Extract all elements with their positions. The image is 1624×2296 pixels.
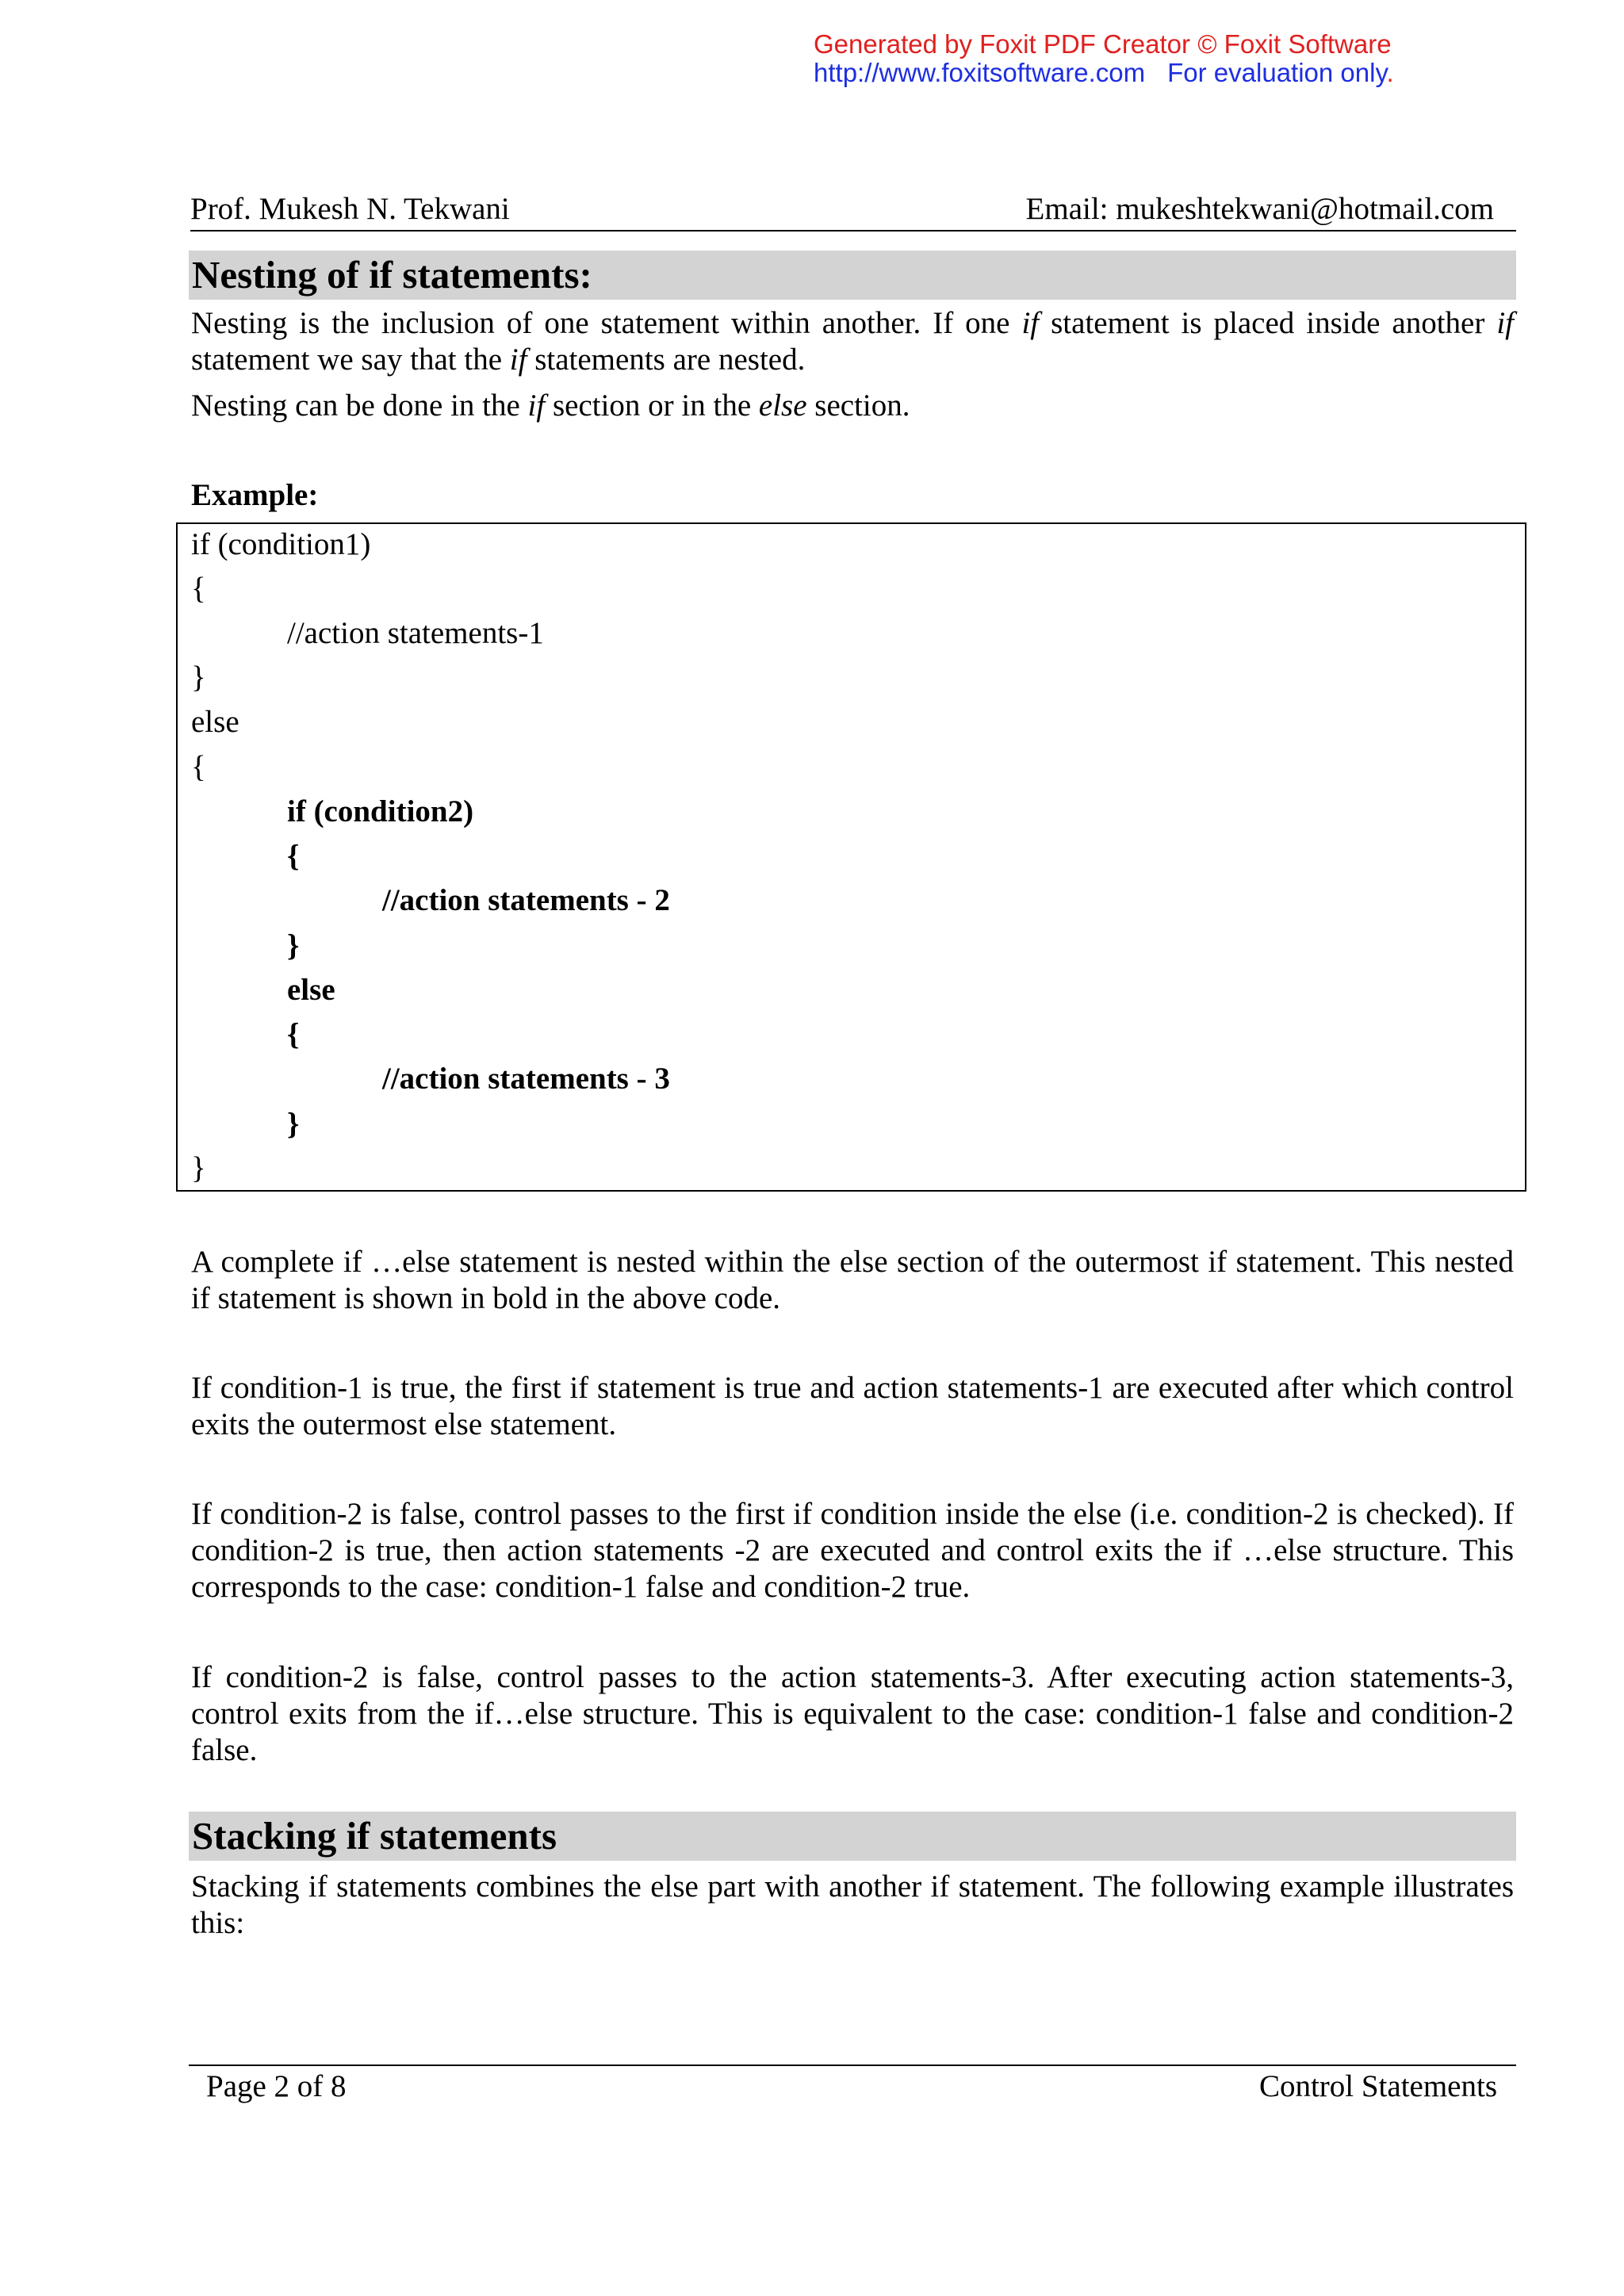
watermark-line2 <box>814 59 1394 87</box>
code-line-bold: { <box>287 1017 300 1051</box>
code-line: } <box>191 1151 206 1185</box>
code-line-bold: //action statements - 2 <box>382 883 670 917</box>
evaluation-watermark <box>814 30 1394 87</box>
code-line: { <box>191 572 206 606</box>
stacking-paragraph: Stacking if statements combines the else part with another if statement. The following example illustrates this: <box>191 1869 1514 1940</box>
code-line: else <box>191 705 239 739</box>
code-line: //action statements-1 <box>287 616 544 650</box>
header-email: Email: mukeshtekwani@hotmail.com <box>1025 192 1494 226</box>
explanation-paragraph: If condition-2 is false, control passes to the action statements-3. After executing action statements-3, control exits from the if…else structure. This is equivalent to the case: condition-1 false and condition-2 false. <box>191 1660 1514 1767</box>
code-line: if (condition1) <box>191 527 371 561</box>
code-line-bold: { <box>287 839 300 873</box>
watermark-eval-dot: . <box>1386 58 1394 87</box>
code-line-bold: else <box>287 973 335 1007</box>
code-line-bold: } <box>287 928 300 962</box>
header-author: Prof. Mukesh N. Tekwani <box>190 192 510 226</box>
example-label: Example: <box>191 478 319 512</box>
code-line: } <box>191 660 206 695</box>
code-line-bold: if (condition2) <box>287 794 474 828</box>
watermark-url: http://www.foxitsoftware.com <box>814 58 1146 87</box>
footer-page-number: Page 2 of 8 <box>206 2069 347 2103</box>
explanation-paragraph: If condition-1 is true, the first if statement is true and action statements-1 are executed after which control exits the outermost else statement. <box>191 1371 1514 1441</box>
footer-rule <box>189 2064 1516 2066</box>
nesting-definition-paragraph: Nesting is the inclusion of one statement within another. If one if statement is placed inside another if statement we say that the if statements are nested. <box>191 306 1514 377</box>
watermark-eval: For evaluation only <box>1167 58 1387 87</box>
nesting-location-paragraph: Nesting can be done in the if section or in the else section. <box>191 388 910 423</box>
watermark-line1: Generated by Foxit PDF Creator © Foxit Software <box>814 29 1392 59</box>
footer-chapter: Control Statements <box>1258 2069 1497 2103</box>
explanation-paragraph: If condition-2 is false, control passes to the first if condition inside the else (i.e. condition-2 is checked). If condition-2 is true, then action statements -2 are executed and control exits the if …else structure. This corresponds to the case: condition-1 false and condition-2 true. <box>191 1497 1514 1604</box>
section-heading-stacking: Stacking if statements <box>189 1812 1516 1861</box>
explanation-paragraph: A complete if …else statement is nested within the else section of the outermost if statement. This nested if statement is shown in bold in the above code. <box>191 1245 1514 1315</box>
code-line-bold: } <box>287 1107 300 1141</box>
section-heading-nesting: Nesting of if statements: <box>189 251 1516 300</box>
code-line-bold: //action statements - 3 <box>382 1062 670 1096</box>
code-line: { <box>191 750 206 784</box>
page-header <box>190 190 1516 232</box>
